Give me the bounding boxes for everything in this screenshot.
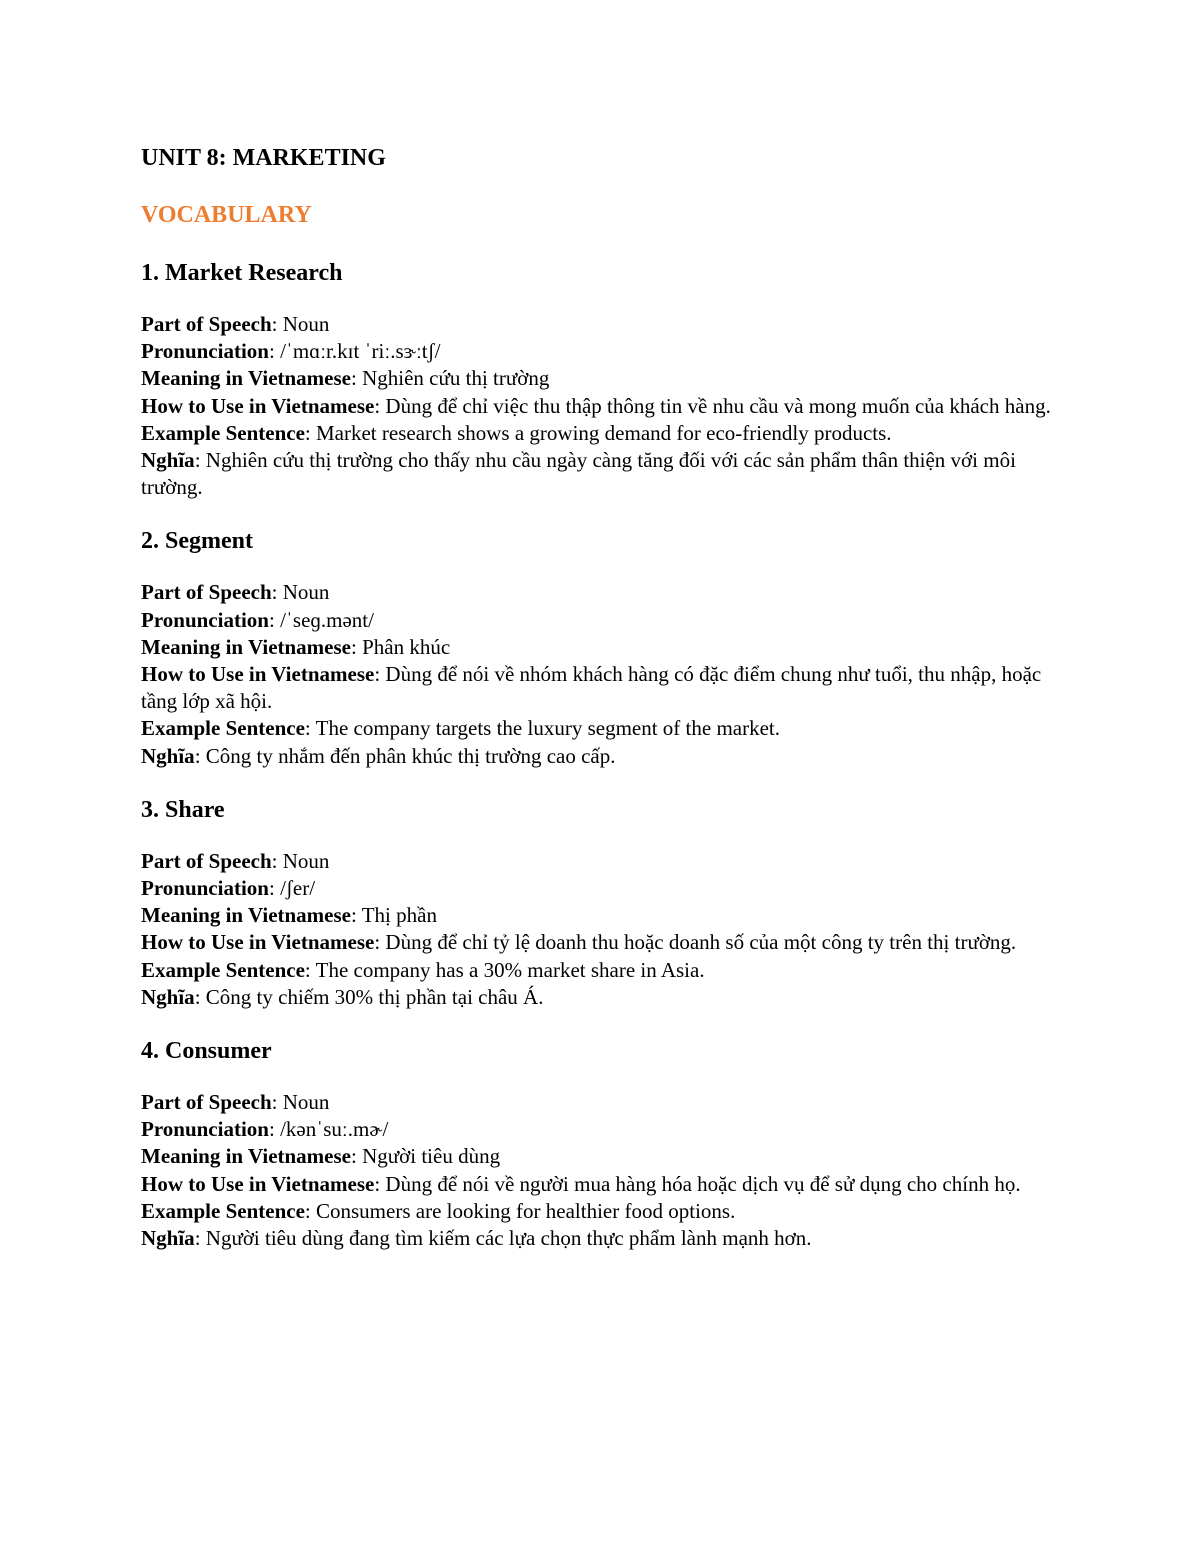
separator: : [351,634,363,659]
separator: : [374,930,386,955]
pronunciation-label: Pronunciation [141,339,269,364]
separator: : [304,420,316,445]
pronunciation-line [141,607,1061,634]
example-value: The company targets the luxury segment of the market. [315,716,781,741]
translation-value: Nghiên cứu thị trường cho thấy nhu cầu ngày càng tăng đối với các sản phẩm thân thiện với môi trường. [141,448,1016,500]
how-to-use-value: Dùng để nói về nhóm khách hàng có đặc điểm chung như tuổi, thu nhập, hoặc tầng lớp xã hội. [141,662,1042,714]
example-line [141,1198,1061,1225]
separator: : [268,339,281,364]
separator: : [271,312,283,336]
part-of-speech-label: Part of Speech [141,848,272,873]
pronunciation-label: Pronunciation [141,1117,269,1142]
pronunciation-value: /ʃer/ [280,876,316,901]
separator: : [271,1090,283,1115]
how-to-use-label: How to Use in Vietnamese [141,393,375,418]
meaning-line [141,634,1061,661]
separator: : [374,662,386,687]
meaning-label: Meaning in Vietnamese [141,366,351,391]
how-to-use-value: Dùng để nói về người mua hàng hóa hoặc dịch vụ để sử dụng cho chính họ. [385,1171,1021,1196]
vocab-entry [141,255,1061,501]
document-page [141,140,1061,1252]
vocab-heading: 3. Share [141,796,225,823]
section-title-vocabulary: VOCABULARY [141,202,312,228]
translation-line [141,984,1061,1011]
separator: : [351,903,362,928]
meaning-label: Meaning in Vietnamese [141,1144,351,1169]
part-of-speech-value: Noun [282,848,330,873]
vocab-entry [141,1033,1061,1252]
part-of-speech-line [141,311,1061,338]
meaning-value: Phân khúc [362,634,451,659]
translation-value: Công ty nhắm đến phân khúc thị trường cao cấp. [205,743,616,768]
vocab-details [141,579,1061,769]
example-label: Example Sentence [141,716,305,741]
vocab-details [141,848,1061,1011]
part-of-speech-line [141,848,1061,875]
part-of-speech-line [141,579,1061,606]
example-label: Example Sentence [141,420,305,445]
part-of-speech-value: Noun [282,312,330,336]
translation-label: Nghĩa [141,448,195,473]
separator: : [194,984,206,1009]
separator: : [268,607,281,632]
vocab-heading: 2. Segment [141,528,253,555]
meaning-line [141,1143,1061,1170]
unit-title: UNIT 8: MARKETING [141,145,386,171]
separator: : [271,848,283,873]
meaning-line [141,902,1061,929]
how-to-use-line [141,929,1061,956]
vocab-entry [141,792,1061,1011]
example-label: Example Sentence [141,1198,305,1223]
meaning-label: Meaning in Vietnamese [141,903,351,928]
example-value: Consumers are looking for healthier food options. [316,1198,736,1223]
example-line [141,420,1061,447]
separator: : [194,743,206,768]
separator: : [304,1198,316,1223]
translation-value: Người tiêu dùng đang tìm kiếm các lựa chọn thực phẩm lành mạnh hơn. [205,1226,812,1251]
example-value: Market research shows a growing demand for eco-friendly products. [316,420,892,445]
example-value: The company has a 30% market share in Asia. [315,957,705,982]
translation-label: Nghĩa [141,743,195,768]
separator: : [304,957,316,982]
separator: : [351,366,363,391]
how-to-use-label: How to Use in Vietnamese [141,930,375,955]
pronunciation-line [141,1116,1061,1143]
part-of-speech-label: Part of Speech [141,312,272,336]
how-to-use-value: Dùng để chỉ việc thu thập thông tin về nhu cầu và mong muốn của khách hàng. [385,393,1051,418]
how-to-use-line [141,393,1061,420]
separator: : [374,1171,386,1196]
pronunciation-label: Pronunciation [141,876,269,901]
translation-line [141,447,1061,501]
vocab-details [141,1089,1061,1252]
separator: : [268,1117,281,1142]
translation-line [141,743,1061,770]
pronunciation-label: Pronunciation [141,607,269,632]
how-to-use-label: How to Use in Vietnamese [141,662,375,687]
translation-value: Công ty chiếm 30% thị phần tại châu Á. [205,984,544,1009]
pronunciation-line [141,875,1061,902]
part-of-speech-label: Part of Speech [141,1090,272,1115]
pronunciation-value: /ˈseɡ.mənt/ [280,607,374,632]
vocab-heading: 4. Consumer [141,1038,272,1065]
translation-label: Nghĩa [141,984,195,1009]
translation-label: Nghĩa [141,1226,195,1251]
example-label: Example Sentence [141,957,305,982]
pronunciation-line [141,338,1061,365]
part-of-speech-value: Noun [282,1090,330,1115]
pronunciation-value: /kənˈsuː.mɚ/ [280,1117,389,1142]
how-to-use-line [141,661,1061,715]
meaning-label: Meaning in Vietnamese [141,634,351,659]
part-of-speech-value: Noun [282,580,330,605]
vocab-entry [141,523,1061,769]
separator: : [194,448,206,473]
how-to-use-value: Dùng để chỉ tỷ lệ doanh thu hoặc doanh số của một công ty trên thị trường. [385,930,1017,955]
separator: : [374,393,386,418]
vocab-details [141,311,1061,501]
vocab-heading: 1. Market Research [141,260,343,286]
meaning-value: Người tiêu dùng [362,1144,501,1169]
separator: : [304,716,316,741]
separator: : [268,876,281,901]
example-line [141,957,1061,984]
meaning-value: Nghiên cứu thị trường [362,366,550,391]
translation-line [141,1225,1061,1252]
separator: : [351,1144,363,1169]
part-of-speech-label: Part of Speech [141,580,272,605]
meaning-value: Thị phần [361,903,437,928]
meaning-line [141,365,1061,392]
example-line [141,715,1061,742]
separator: : [194,1226,206,1251]
part-of-speech-line [141,1089,1061,1116]
how-to-use-label: How to Use in Vietnamese [141,1171,375,1196]
how-to-use-line [141,1171,1061,1198]
pronunciation-value: /ˈmɑːr.kɪt ˈriː.sɝːtʃ/ [280,339,441,364]
separator: : [271,580,283,605]
